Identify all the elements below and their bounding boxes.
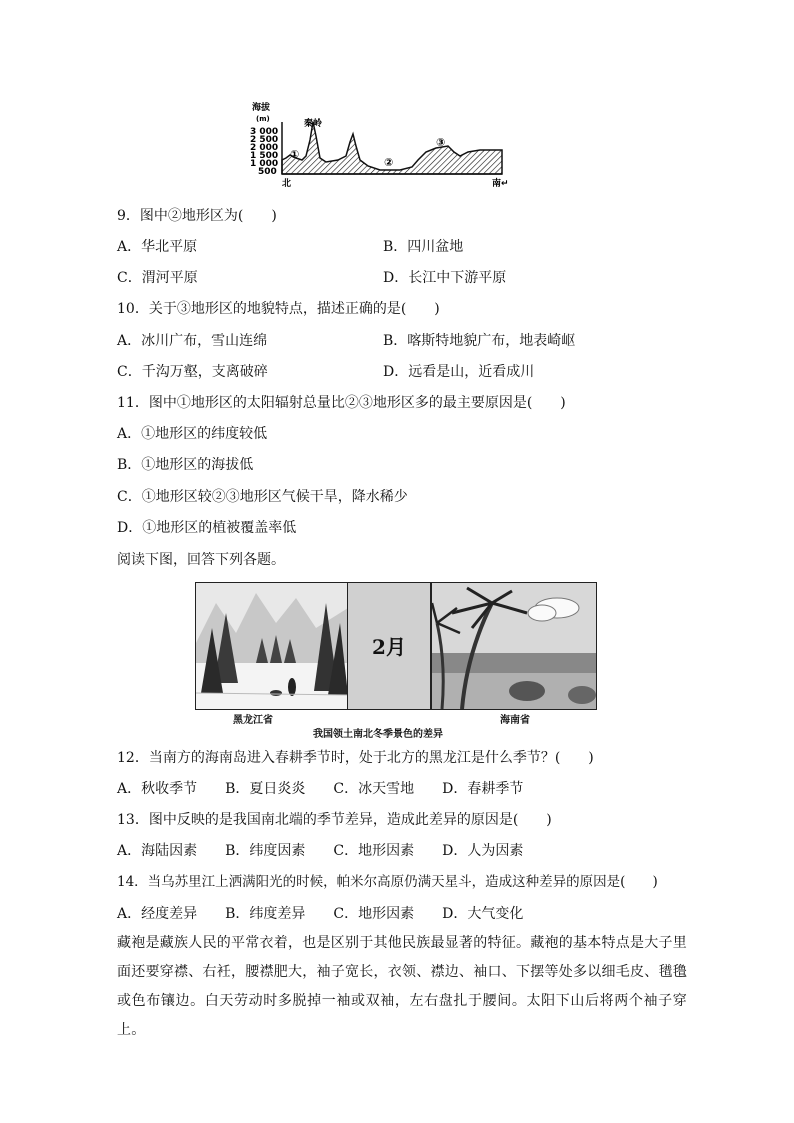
question-11-option-c: C．①地形区较②③地形区气候干旱，降水稀少 [117, 489, 408, 505]
axis-title: 海拔 [252, 103, 271, 113]
question-14-stem: 14．当乌苏里江上洒满阳光的时候，帕米尔高原仍满天星斗，造成这种差异的原因是( ) [117, 874, 658, 890]
tropical-scene-svg [432, 583, 596, 709]
tick-1000: 1 000 [250, 159, 279, 169]
mark-3: ③ [436, 136, 446, 149]
question-11-option-b: B．①地形区的海拔低 [117, 457, 254, 473]
mark-1: ① [290, 148, 300, 161]
question-11-option-a: A．①地形区的纬度较低 [117, 426, 268, 442]
heilongjiang-label: 黑龙江省 [233, 715, 273, 726]
question-12-stem: 12．当南方的海南岛进入春耕季节时，处于北方的黑龙江是什么季节？( ) [117, 750, 594, 766]
tick-1500: 1 500 [250, 151, 279, 161]
question-12-options: A．秋收季节 B．夏日炎炎 C．冰天雪地 D．春耕季节 [117, 781, 524, 797]
hainan-label: 海南省 [500, 715, 530, 726]
tick-500: 500 [258, 167, 277, 177]
question-13-stem: 13．图中反映的是我国南北端的季节差异，造成此差异的原因是( ) [117, 812, 552, 828]
seasons-figure [195, 582, 597, 740]
question-11-option-d: D．①地形区的植被覆盖率低 [117, 520, 297, 536]
month-label: 2月 [372, 635, 406, 659]
axis-unit: (m) [256, 115, 270, 123]
heilongjiang-winter-image [195, 582, 349, 710]
north-label: 北 [282, 179, 292, 189]
question-10-option-d: D．远看是山，近看成川 [383, 364, 535, 380]
question-9-option-d: D．长江中下游平原 [383, 270, 507, 286]
terrain-profile-svg [240, 100, 520, 192]
question-11-stem: 11．图中①地形区的太阳辐射总量比②③地形区多的最主要原因是( ) [117, 395, 566, 411]
tick-3000: 3 000 [250, 127, 279, 137]
question-9-stem: 9．图中②地形区为( ) [117, 208, 277, 224]
reading-intro: 阅读下图，回答下列各题。 [117, 552, 285, 568]
winter-scene-svg [196, 583, 348, 709]
seasons-caption: 我国领土南北冬季景色的差异 [313, 729, 443, 740]
tibetan-robe-passage: 藏袍是藏族人民的平常衣着，也是区别于其他民族最显著的特征。藏袍的基本特点是大子里面还要穿襟、右衽，腰襟肥大，袖子宽长，衣领、襟边、袖口、下摆等处多以细毛皮、氆氇或色布镶边。白天劳动时多脱掉一袖或双袖，左右盘扎于腰间。太阳下山后将两个袖子穿上。 [117, 935, 687, 1038]
question-10-option-a: A．冰川广布，雪山连绵 [117, 333, 268, 349]
question-9-option-a: A．华北平原 [117, 239, 198, 255]
question-10-stem: 10．关于③地形区的地貌特点，描述正确的是( ) [117, 301, 440, 317]
question-14-options: A．经度差异 B．纬度差异 C．地形因素 D．大气变化 [117, 906, 524, 922]
tick-2500: 2 500 [250, 135, 279, 145]
tick-2000: 2 000 [250, 143, 279, 153]
terrain-profile-figure [240, 100, 520, 192]
month-panel [347, 582, 431, 710]
question-10-option-c: C．千沟万壑，支离破碎 [117, 364, 268, 380]
question-10-option-b: B．喀斯特地貌广布，地表崎岖 [383, 333, 576, 349]
mark-2: ② [384, 156, 394, 169]
question-13-options: A．海陆因素 B．纬度因素 C．地形因素 D．人为因素 [117, 843, 524, 859]
question-9-option-c: C．渭河平原 [117, 270, 198, 286]
question-9-option-b: B．四川盆地 [383, 239, 464, 255]
hainan-tropical-image [431, 582, 597, 710]
south-label: 南↵ [492, 179, 509, 189]
qinling-label: 秦岭 [304, 119, 323, 129]
